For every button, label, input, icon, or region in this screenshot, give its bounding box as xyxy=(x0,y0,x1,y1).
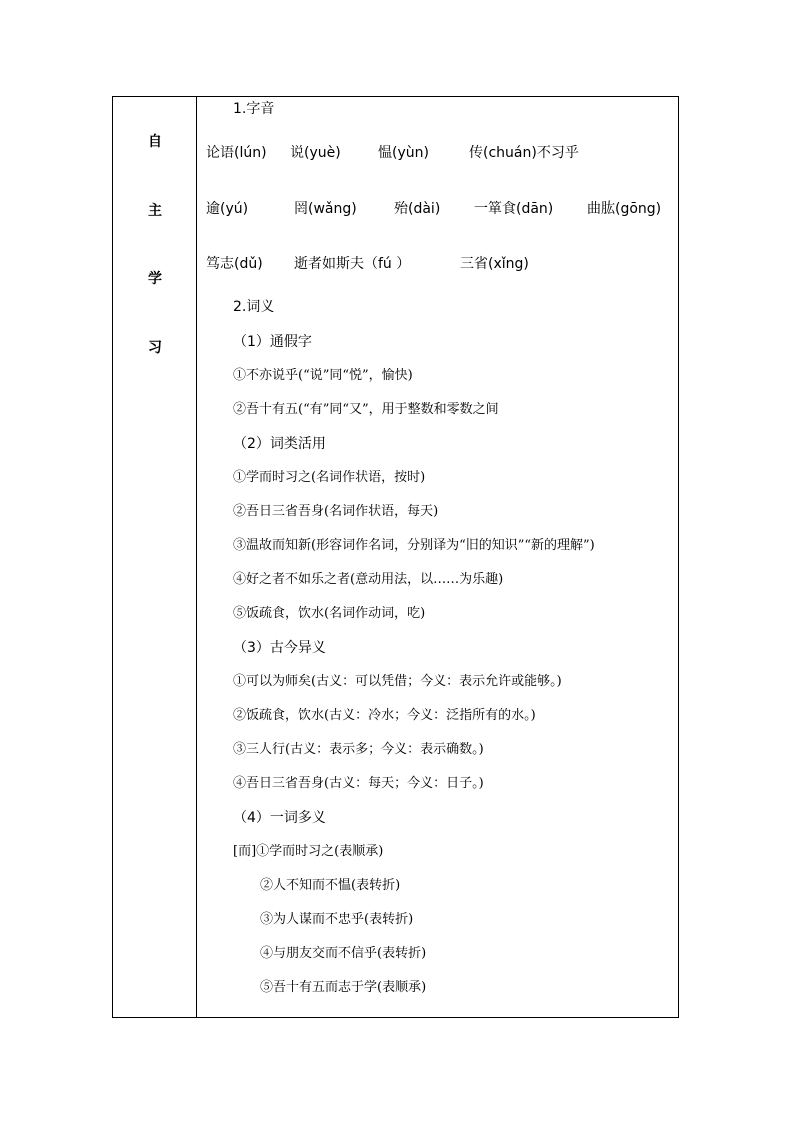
side-label-char: 学 xyxy=(148,271,162,287)
side-label-cell xyxy=(113,97,197,1017)
side-label-char: 主 xyxy=(148,203,162,219)
duoyi-item: ④与朋友交而不信乎(表转折) xyxy=(260,946,427,961)
pronunciation-item: 论语(lún) xyxy=(206,145,267,161)
pronunciation-item: 逝者如斯夫（fú ） xyxy=(294,256,411,272)
pronunciation-item: 殆(dài) xyxy=(394,201,441,217)
pronunciation-item: 逾(yú) xyxy=(206,201,249,217)
tongjia-item: ②吾十有五(“有”同“又”，用于整数和零数之间 xyxy=(233,402,499,417)
gujin-item: ③三人行(古义：表示多；今义：表示确数。) xyxy=(233,742,484,757)
pronunciation-item: 愠(yùn) xyxy=(378,145,429,161)
huoyong-heading: （2）词类活用 xyxy=(233,436,326,452)
study-table xyxy=(112,96,679,1018)
gujin-heading: （3）古今异义 xyxy=(233,640,326,656)
pronunciation-item: 一箪食(dān) xyxy=(474,201,554,217)
gujin-item: ①可以为师矣(古义：可以凭借；今义：表示允许或能够。) xyxy=(233,674,562,689)
tongjia-item: ①不亦说乎(“说”同“悦”，愉快) xyxy=(233,368,413,383)
side-label-char: 自 xyxy=(148,134,162,150)
pronunciation-item: 说(yuè) xyxy=(290,145,341,161)
duoyi-item: ⑤吾十有五而志于学(表顺承) xyxy=(260,980,427,995)
huoyong-item: ④好之者不如乐之者(意动用法，以……为乐趣) xyxy=(233,572,504,587)
huoyong-item: ①学而时习之(名词作状语，按时) xyxy=(233,470,426,485)
duoyi-item: [而]①学而时习之(表顺承) xyxy=(233,844,384,859)
gujin-item: ②饭疏食，饮水(古义：冷水；今义：泛指所有的水。) xyxy=(233,708,536,723)
duoyi-heading: （4）一词多义 xyxy=(233,810,326,826)
huoyong-item: ⑤饭疏食，饮水(名词作动词，吃) xyxy=(233,606,426,621)
pronunciation-item: 罔(wǎng) xyxy=(294,201,357,217)
huoyong-item: ③温故而知新(形容词作名词，分别译为“旧的知识”“新的理解”) xyxy=(233,538,595,553)
pronunciation-item: 传(chuán)不习乎 xyxy=(469,145,579,161)
pronunciation-heading: 1.字音 xyxy=(233,101,275,117)
gujin-item: ④吾日三省吾身(古义：每天；今义：日子。) xyxy=(233,776,484,791)
duoyi-item: ③为人谋而不忠乎(表转折) xyxy=(260,912,414,927)
side-label-char: 习 xyxy=(148,340,162,356)
huoyong-item: ②吾日三省吾身(名词作状语，每天) xyxy=(233,504,439,519)
pronunciation-item: 笃志(dǔ) xyxy=(206,256,263,272)
content-cell xyxy=(197,97,678,1017)
meaning-heading: 2.词义 xyxy=(233,299,275,315)
pronunciation-item: 三省(xǐng) xyxy=(460,256,529,272)
duoyi-item: ②人不知而不愠(表转折) xyxy=(260,878,401,893)
tongjia-heading: （1）通假字 xyxy=(233,334,312,350)
pronunciation-item: 曲肱(gōng) xyxy=(587,201,662,217)
